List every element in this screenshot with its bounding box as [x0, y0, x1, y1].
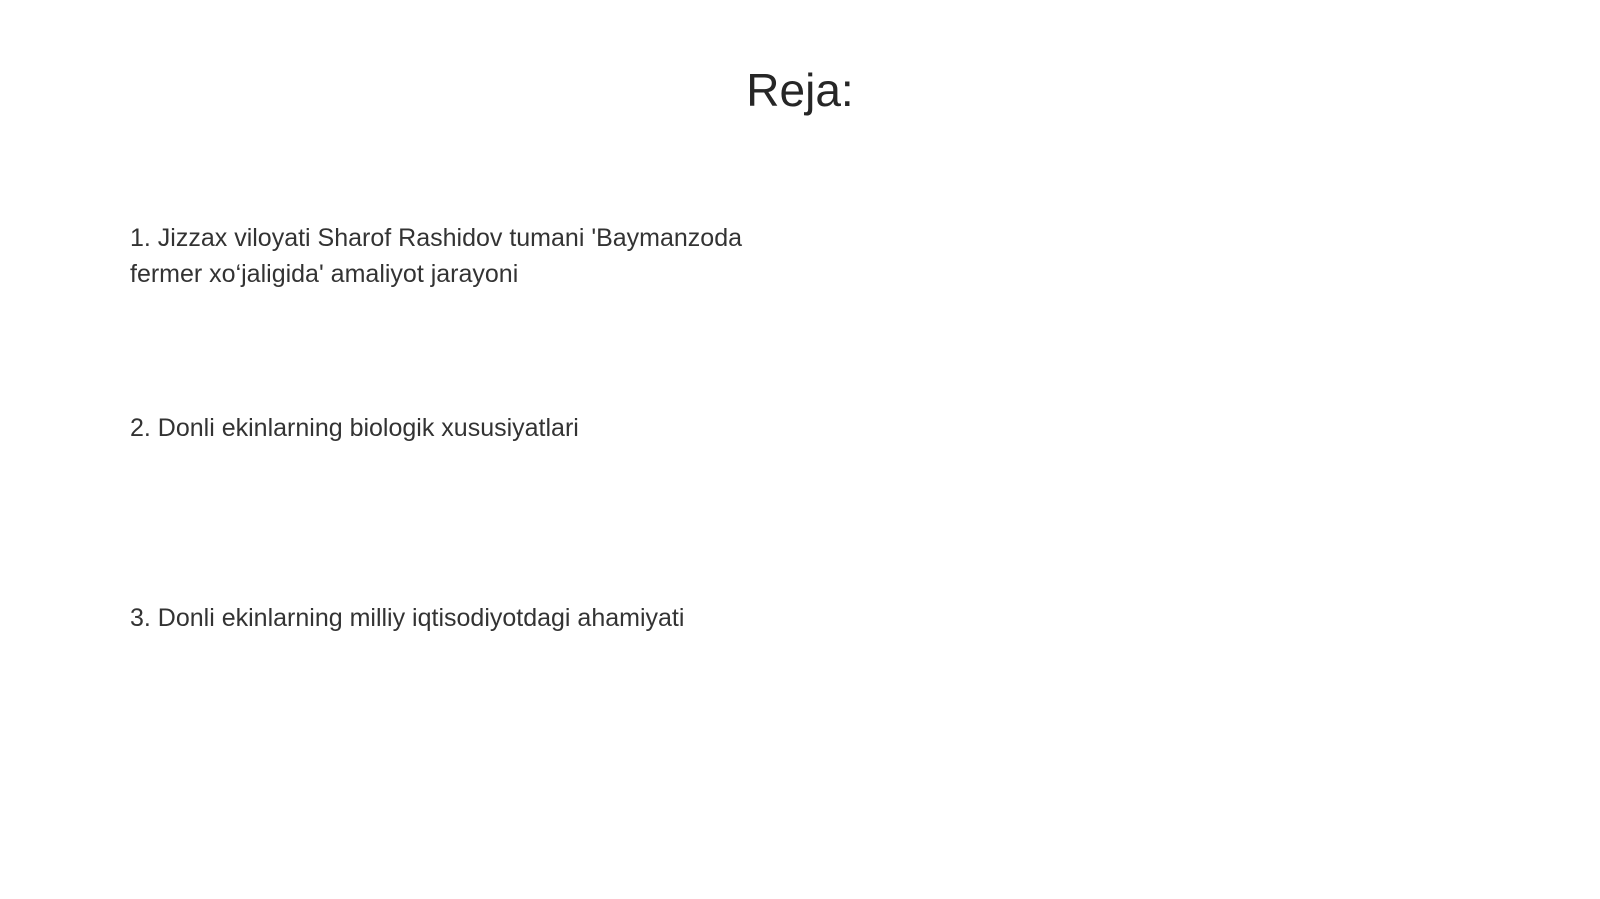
plan-item-2: 2. Donli ekinlarning biologik xususiyatlari [130, 414, 579, 442]
slide-title: Reja: [746, 64, 854, 116]
plan-item-3: 3. Donli ekinlarning milliy iqtisodiyotdagi ahamiyati [130, 604, 685, 632]
plan-item-1: 1. Jizzax viloyati Sharof Rashidov tumani 'Baymanzoda fermer xo‘jaligida' amaliyot jarayoni [130, 224, 743, 288]
